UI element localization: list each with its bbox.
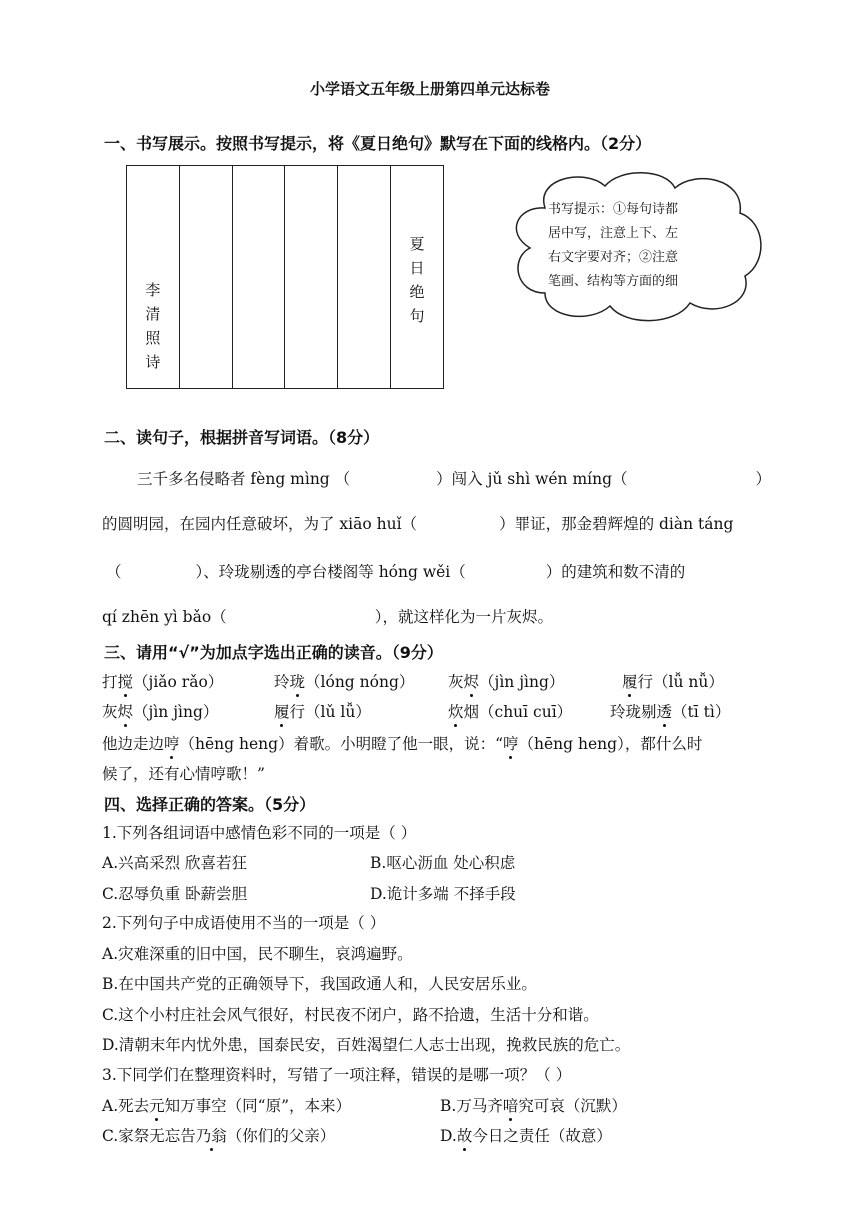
grid-column-title: [391, 166, 443, 388]
grid-column: [285, 166, 338, 388]
question-1-option-a: A.兴高采烈 欣喜若狂: [102, 854, 248, 872]
pinyin-item: 玲珑（lóng nóng）: [274, 673, 415, 691]
question-3-option-d: D.故今日之责任（故意）: [440, 1127, 612, 1145]
grid-column: [180, 166, 233, 388]
s2-line-1: 三千多名侵略者 fèng mìng （ ）闯入 jǔ shì wén míng（ ）: [137, 470, 772, 488]
question-2-option-a: A.灾难深重的旧中国，民不聊生，哀鸿遍野。: [102, 945, 413, 963]
question-3-option-b: B.万马齐喑究可哀（沉默）: [440, 1097, 627, 1115]
question-1-option-d: D.诡计多端 不择手段: [370, 885, 516, 903]
pinyin-item: 履行（lǔ lǚ）: [274, 703, 371, 721]
question-2: 2.下列句子中成语使用不当的一项是（ ）: [102, 914, 386, 932]
pinyin-item: 打搅（jiǎo rǎo）: [102, 673, 224, 691]
writing-grid: [126, 165, 444, 389]
grid-column-author: [127, 166, 180, 388]
question-2-option-b: B.在中国共产党的正确领导下，我国政通人和，人民安居乐业。: [102, 975, 537, 993]
s2-line-4: qí zhēn yì bǎo（ ），就这样化为一片灰烬。: [102, 608, 553, 626]
page-title: 小学语文五年级上册第四单元达标卷: [309, 80, 550, 98]
s3-sentence-line-1: 他边走边哼（hēng heng）着歌。小明瞪了他一眼，说：“哼（hēng heng），都什么时: [102, 735, 703, 753]
section-1-heading: 一、书写展示。按照书写提示，将《夏日绝句》默写在下面的线格内。（2分）: [104, 134, 652, 153]
grid-column: [338, 166, 391, 388]
question-3-option-c: C.家祭无忘告乃翁（你们的父亲）: [102, 1127, 336, 1145]
pinyin-item: 玲珑剔透（tī tì）: [610, 703, 731, 721]
pinyin-item: 灰烬（jìn jìng）: [102, 703, 219, 721]
question-1-option-c: C.忍辱负重 卧薪尝胆: [102, 885, 248, 903]
pinyin-item: 灰烬（jìn jìng）: [448, 673, 565, 691]
pinyin-item: 履行（lǚ nǚ）: [622, 673, 724, 691]
s3-sentence-line-2: 候了，还有心情哼歌！”: [102, 765, 265, 783]
question-2-option-d: D.清朝末年内忧外患，国泰民安，百姓渴望仁人志士出现，挽救民族的危亡。: [102, 1036, 631, 1054]
poem-title-vertical-text: 夏 日 绝 句: [409, 235, 425, 325]
question-2-option-c: C.这个小村庄社会风气很好，村民夜不闭户，路不拾遗，生活十分和谐。: [102, 1006, 599, 1024]
author-vertical-text: 李 清 照 诗: [145, 281, 161, 371]
section-3-heading: 三、请用“√”为加点字选出正确的读音。（9分）: [104, 643, 443, 662]
pinyin-item: 炊烟（chuī cuī）: [448, 703, 573, 721]
question-3: 3.下同学们在整理资料时，写错了一项注释，错误的是哪一项？（ ）: [102, 1066, 572, 1084]
s2-line-2: 的圆明园，在园内任意破坏，为了 xiāo huǐ（ ）罪证，那金碧辉煌的 diàn táng: [102, 515, 734, 533]
question-1-option-b: B.呕心沥血 处心积虑: [370, 854, 516, 872]
writing-tip: 书写提示：①每句诗都 居中写，注意上下、左 右文字要对齐；②注意 笔画、结构等方面的细: [548, 202, 679, 289]
s2-line-3: （ ）、玲珑剔透的亭台楼阁等 hóng wěi（ ）的建筑和数不清的: [106, 563, 686, 581]
section-2-heading: 二、读句子，根据拼音写词语。（8分）: [104, 428, 380, 447]
section-4-heading: 四、选择正确的答案。（5分）: [104, 795, 316, 814]
grid-column: [233, 166, 286, 388]
question-3-option-a: A.死去元知万事空（同“原”，本来）: [102, 1097, 351, 1115]
question-1: 1.下列各组词语中感情色彩不同的一项是（ ）: [102, 824, 417, 842]
